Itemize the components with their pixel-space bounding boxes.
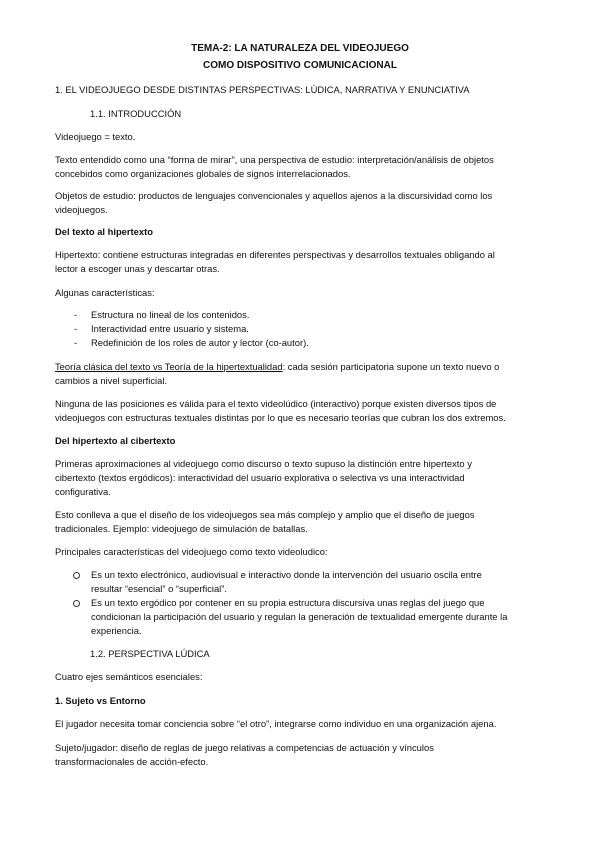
intro-paragraph-1: Videojuego = texto. [55,131,136,142]
cibertexto-paragraph-1-line1: Primeras aproximaciones al videojuego como discurso o texto supuso la distinción entre hipertexto y [55,458,472,469]
hipertexto-paragraph-2: Algunas características: [55,287,155,298]
hipertexto-heading: Del texto al hipertexto [55,226,153,237]
hipertexto-paragraph-3-rest: : cada sesión participatoria supone un texto nuevo o [282,361,500,372]
bullet-1-line2: resultar “esencial” o “superficial”. [91,583,227,594]
list-dash: - [74,337,78,348]
cibertexto-paragraph-2-line2: tradicionales. Ejemplo: videojuego de simulación de batallas. [55,523,308,534]
cibertexto-paragraph-1-line2: cibertexto (textos ergódicos): interactividad del usuario explorativa o selectiva vs una interactividad [55,472,465,483]
bullet-2-line1: Es un texto ergódico por contener en su propia estructura discursiva unas reglas del juego que [91,597,485,608]
ludica-paragraph-2: El jugador necesita tomar conciencia sobre “el otro”, integrarse como individuo en una organización ajena. [55,718,497,729]
section-1-heading: 1. EL VIDEOJUEGO DESDE DISTINTAS PERSPECTIVAS: LÚDICA, NARRATIVA Y ENUNCIATIVA [55,84,470,95]
hipertexto-paragraph-1-line1: Hipertexto: contiene estructuras integradas en diferentes perspectivas y desarrollos textuales obligando al [55,249,495,260]
list-dash: - [74,309,78,320]
bullet-2-line3: experiencia. [91,625,142,636]
intro-paragraph-3-line2: videojuegos. [55,204,108,215]
cibertexto-paragraph-3: Principales características del videojuego como texto videoludico: [55,546,328,557]
hipertexto-paragraph-3-line2: cambios a nivel superficial. [55,375,168,386]
cibertexto-heading: Del hipertexto al cibertexto [55,435,176,446]
document-title-line1: TEMA-2: LA NATURALEZA DEL VIDEOJUEGO [191,43,409,54]
document-title-line2: COMO DISPOSITIVO COMUNICACIONAL [203,60,397,71]
subsection-1-1-heading: 1.1. INTRODUCCIÓN [90,108,182,119]
theory-comparison-link-text: Teoría clásica del texto vs Teoría de la hipertextualidad [55,361,283,372]
list-item: Interactividad entre usuario y sistema. [91,323,249,334]
list-item: Redefinición de los roles de autor y lector (co-autor). [91,337,309,348]
cibertexto-paragraph-1-line3: configurativa. [55,486,111,497]
bullet-2-line2: condicionan la participación del usuario y regulan la generación de textualidad emergente durante la [91,611,508,622]
hipertexto-paragraph-4-line1: Ninguna de las posiciones es válida para el texto videolúdico (interactivo) porque existen diversos tipos de [55,398,497,409]
intro-paragraph-3-line1: Objetos de estudio: productos de lenguajes convencionales y aquellos ajenos a la discursividad como los [55,190,493,201]
list-dash: - [74,323,78,334]
circle-bullet-icon [73,572,80,579]
hipertexto-paragraph-1-line2: lector a escoger unas y descartar otras. [55,263,220,274]
cibertexto-paragraph-2-line1: Esto conlleva a que el diseño de los videojuegos sea más complejo y amplio que el diseño de juegos [55,509,475,520]
ludica-paragraph-1: Cuatro ejes semánticos esenciales: [55,671,203,682]
ludica-paragraph-3-line2: transformacionales de acción-efecto. [55,756,209,767]
intro-paragraph-2-line1: Texto entendido como una “forma de mirar”, una perspectiva de estudio: interpretación/análisis de objetos [55,154,494,165]
intro-paragraph-2-line2: concebidos como organizaciones globales de signos interrelacionados. [55,168,351,179]
circle-bullet-icon [73,600,80,607]
sujeto-entorno-heading: 1. Sujeto vs Entorno [55,695,146,706]
ludica-paragraph-3-line1: Sujeto/jugador: diseño de reglas de juego relativas a competencias de actuación y vínculos [55,742,434,753]
bullet-1-line1: Es un texto electrónico, audiovisual e interactivo donde la intervención del usuario oscila entre [91,569,482,580]
hipertexto-paragraph-4-line2: videojuegos con estructuras textuales distintas por lo que es necesario teorías que cubran los dos extremos. [55,412,506,423]
list-item: Estructura no lineal de los contenidos. [91,309,250,320]
hipertexto-paragraph-3-line1 [55,360,545,374]
subsection-1-2-heading: 1.2. PERSPECTIVA LÚDICA [90,648,210,659]
